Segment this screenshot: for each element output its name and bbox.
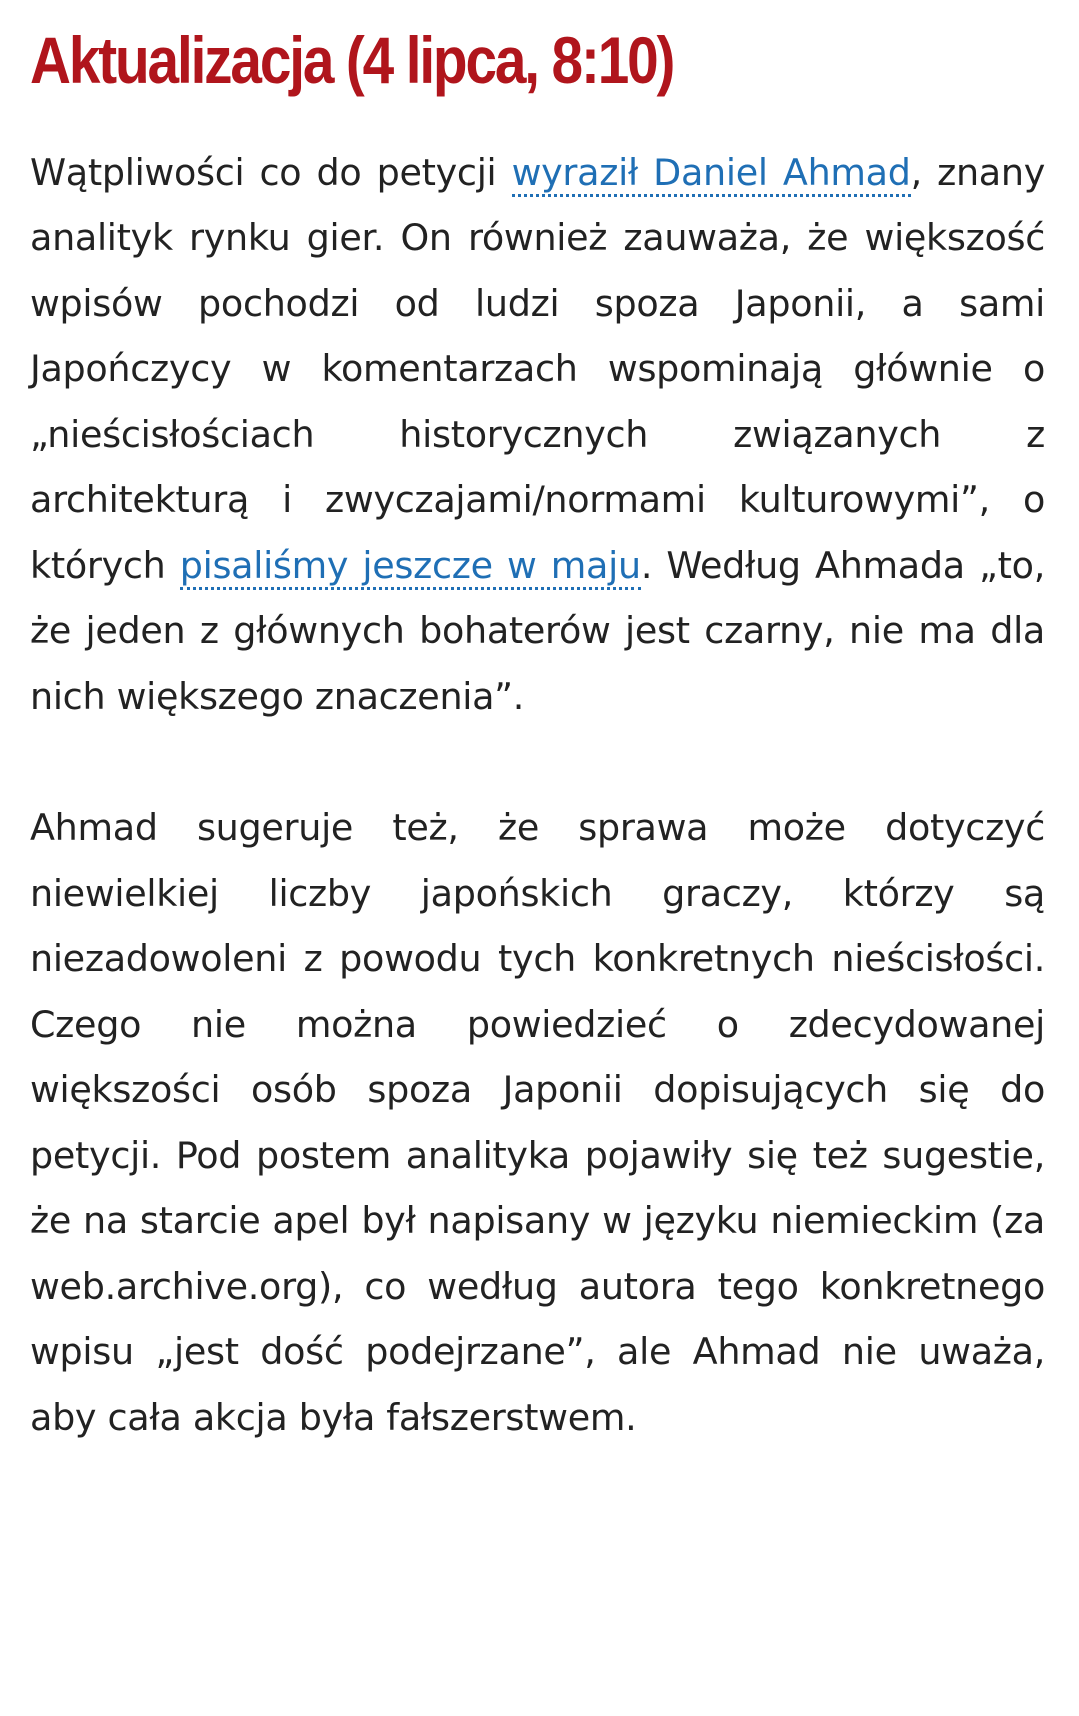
may-article-link[interactable]: pisaliśmy jeszcze w maju xyxy=(180,544,641,590)
paragraph-1 xyxy=(30,140,1045,730)
paragraph-1-text-c: . Według Ahmada „to, że jeden z głównych bohaterów jest czarny, nie ma dla nich większego znaczenia”. xyxy=(30,543,1045,718)
paragraph-2: Ahmad sugeruje też, że sprawa może dotyczyć niewielkiej liczby japońskich graczy, którzy są niezadowoleni z powodu tych konkretnych nieścisłości. Czego nie można powiedzieć o zdecydowanej większości osób spoza Japonii dopisujących się do petycji. Pod postem analityka pojawiły się też sugestie, że na starcie apel był napisany w języku niemieckim (za web.archive.org), co według autora tego konkretnego wpisu „jest dość podejrzane”, ale Ahmad nie uważa, aby cała akcja była fałszerstwem. xyxy=(30,806,1045,1439)
paragraph-1-text-b: , znany analityk rynku gier. On również zauważa, że większość wpisów pochodzi od ludzi spoza Japonii, a sami Japończycy w komentarzach wspominają głównie o „nieścisłościach historycznych związanych z architekturą i zwyczajami/normami kulturowymi”, o których xyxy=(30,150,1045,587)
update-headline: Aktualizacja (4 lipca, 8:10) xyxy=(30,23,674,97)
paragraph-1-text-a: Wątpliwości co do petycji xyxy=(30,150,512,194)
daniel-ahmad-link[interactable]: wyraził Daniel Ahmad xyxy=(512,151,911,197)
article-body xyxy=(30,24,1045,1450)
